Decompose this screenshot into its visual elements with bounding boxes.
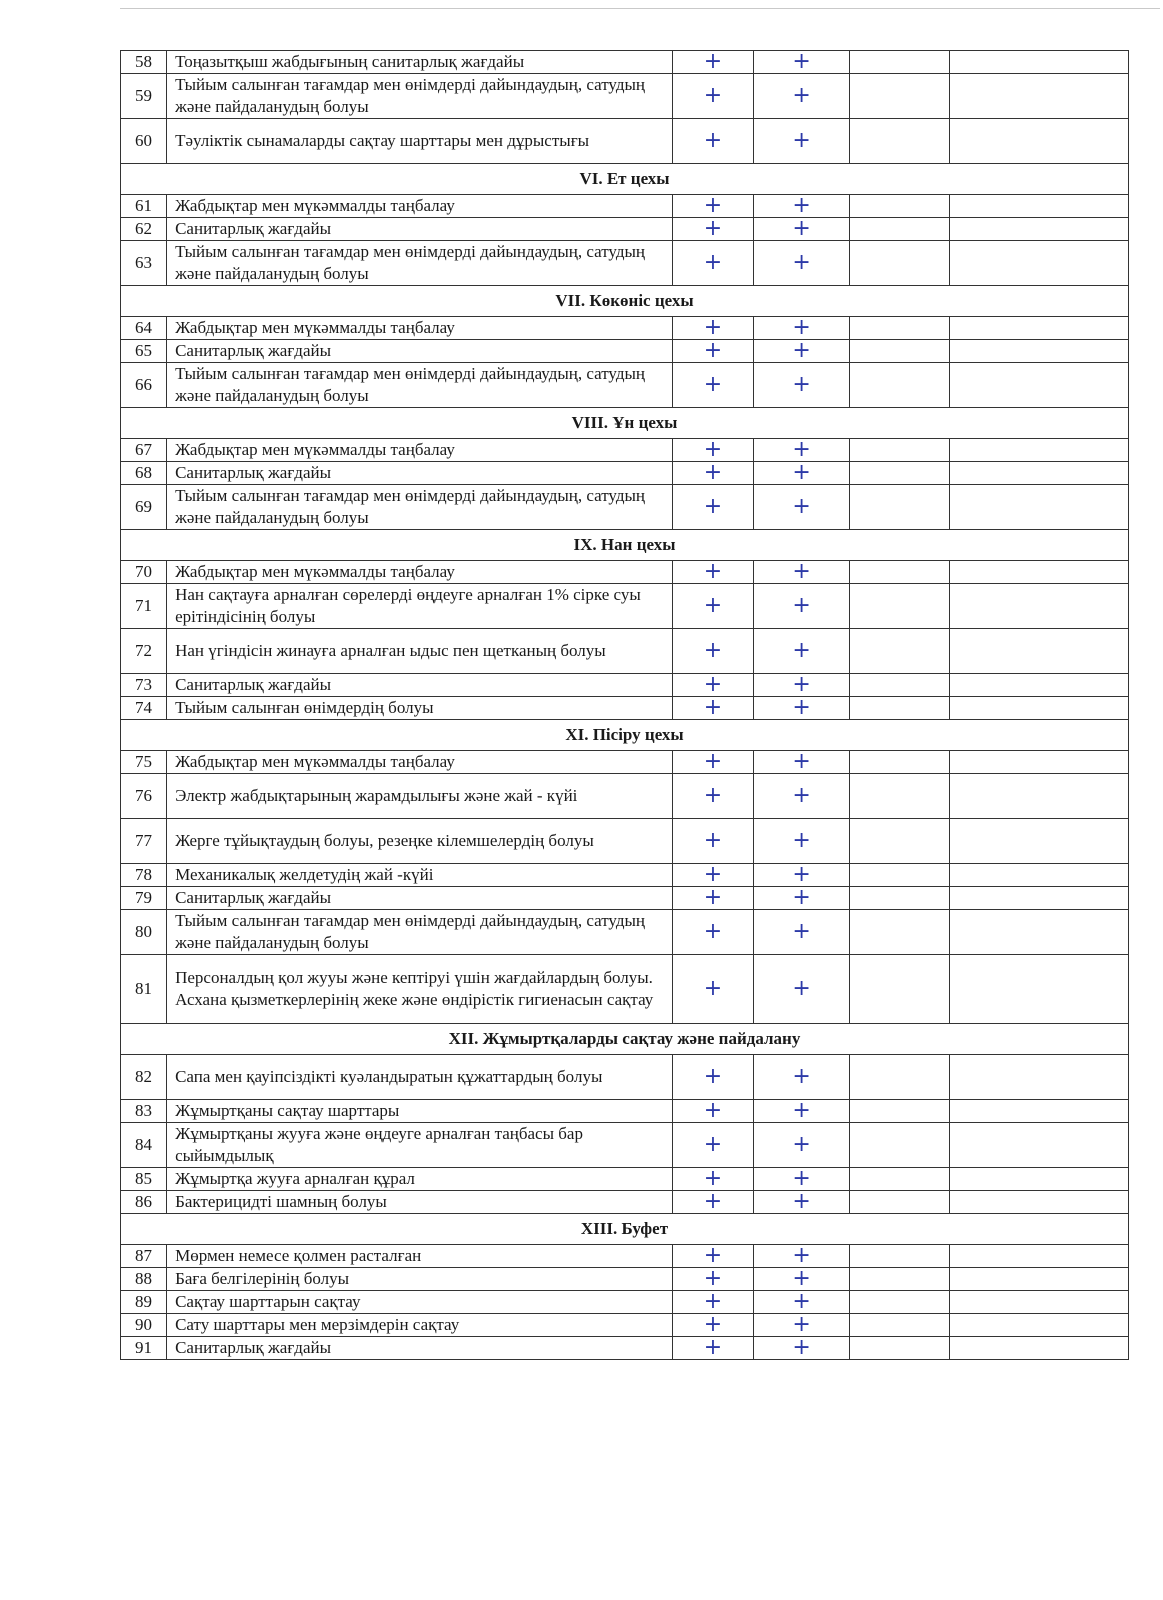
table-row (121, 561, 1129, 584)
requirement-text: Сақтау шарттарын сақтау (167, 1291, 673, 1314)
row-number: 61 (121, 195, 167, 218)
check-mark-2: + (753, 51, 849, 74)
requirement-text: Санитарлық жағдайы (167, 462, 673, 485)
empty-cell-3 (850, 674, 950, 697)
requirement-text: Санитарлық жағдайы (167, 218, 673, 241)
table-row (121, 74, 1129, 119)
empty-cell-4 (949, 1337, 1128, 1360)
section-header-row (121, 720, 1129, 751)
row-number: 75 (121, 751, 167, 774)
check-mark-2: + (753, 195, 849, 218)
check-mark-1: + (673, 119, 754, 164)
check-mark-1: + (673, 340, 754, 363)
empty-cell-3 (850, 697, 950, 720)
check-mark-1: + (673, 462, 754, 485)
check-mark-2: + (753, 1168, 849, 1191)
check-mark-1: + (673, 910, 754, 955)
row-number: 77 (121, 819, 167, 864)
empty-cell-4 (949, 363, 1128, 408)
empty-cell-3 (850, 74, 950, 119)
check-mark-1: + (673, 74, 754, 119)
section-title: XIII. Буфет (121, 1214, 1129, 1245)
row-number: 62 (121, 218, 167, 241)
section-title: XI. Пісіру цехы (121, 720, 1129, 751)
check-mark-1: + (673, 1191, 754, 1214)
check-mark-1: + (673, 195, 754, 218)
empty-cell-4 (949, 1291, 1128, 1314)
row-number: 64 (121, 317, 167, 340)
checklist-table (120, 50, 1129, 1360)
table-row (121, 864, 1129, 887)
empty-cell-4 (949, 674, 1128, 697)
scan-edge-line (120, 8, 1160, 9)
row-number: 66 (121, 363, 167, 408)
check-mark-2: + (753, 955, 849, 1024)
check-mark-2: + (753, 462, 849, 485)
table-row (121, 119, 1129, 164)
table-row (121, 1123, 1129, 1168)
section-title: VIII. Ұн цехы (121, 408, 1129, 439)
check-mark-1: + (673, 955, 754, 1024)
empty-cell-4 (949, 340, 1128, 363)
empty-cell-3 (850, 439, 950, 462)
empty-cell-4 (949, 1268, 1128, 1291)
check-mark-2: + (753, 1291, 849, 1314)
check-mark-2: + (753, 1100, 849, 1123)
empty-cell-4 (949, 1245, 1128, 1268)
empty-cell-3 (850, 51, 950, 74)
requirement-text: Жұмыртқаны жууға және өңдеуге арналған таңбасы бар сыйымдылық (167, 1123, 673, 1168)
row-number: 87 (121, 1245, 167, 1268)
table-row (121, 629, 1129, 674)
check-mark-1: + (673, 887, 754, 910)
check-mark-1: + (673, 1245, 754, 1268)
empty-cell-4 (949, 561, 1128, 584)
empty-cell-3 (850, 317, 950, 340)
empty-cell-4 (949, 697, 1128, 720)
check-mark-2: + (753, 561, 849, 584)
row-number: 74 (121, 697, 167, 720)
requirement-text: Тоңазытқыш жабдығының санитарлық жағдайы (167, 51, 673, 74)
check-mark-2: + (753, 864, 849, 887)
check-mark-2: + (753, 1191, 849, 1214)
table-row (121, 774, 1129, 819)
requirement-text: Сату шарттары мен мерзімдерін сақтау (167, 1314, 673, 1337)
row-number: 82 (121, 1055, 167, 1100)
table-row (121, 1245, 1129, 1268)
empty-cell-4 (949, 119, 1128, 164)
requirement-text: Жұмыртқа жууға арналған құрал (167, 1168, 673, 1191)
section-header-row (121, 530, 1129, 561)
empty-cell-3 (850, 340, 950, 363)
check-mark-1: + (673, 697, 754, 720)
section-header-row (121, 286, 1129, 317)
row-number: 89 (121, 1291, 167, 1314)
row-number: 73 (121, 674, 167, 697)
check-mark-1: + (673, 1168, 754, 1191)
requirement-text: Тыйым салынған тағамдар мен өнімдерді дайындаудың, сатудың және пайдаланудың болуы (167, 241, 673, 286)
empty-cell-4 (949, 1100, 1128, 1123)
empty-cell-4 (949, 1168, 1128, 1191)
empty-cell-4 (949, 218, 1128, 241)
table-row (121, 697, 1129, 720)
empty-cell-4 (949, 462, 1128, 485)
empty-cell-4 (949, 819, 1128, 864)
empty-cell-3 (850, 819, 950, 864)
check-mark-2: + (753, 629, 849, 674)
table-row (121, 1291, 1129, 1314)
table-row (121, 340, 1129, 363)
empty-cell-3 (850, 1168, 950, 1191)
empty-cell-4 (949, 74, 1128, 119)
empty-cell-3 (850, 1245, 950, 1268)
row-number: 69 (121, 485, 167, 530)
requirement-text: Бактерицидті шамның болуы (167, 1191, 673, 1214)
empty-cell-3 (850, 629, 950, 674)
empty-cell-4 (949, 439, 1128, 462)
row-number: 81 (121, 955, 167, 1024)
empty-cell-3 (850, 584, 950, 629)
check-mark-2: + (753, 1337, 849, 1360)
check-mark-2: + (753, 241, 849, 286)
check-mark-1: + (673, 218, 754, 241)
section-header-row (121, 1214, 1129, 1245)
empty-cell-3 (850, 1337, 950, 1360)
checklist-body (121, 51, 1129, 1360)
requirement-text: Жабдықтар мен мүкәммалды таңбалау (167, 561, 673, 584)
check-mark-1: + (673, 674, 754, 697)
check-mark-1: + (673, 485, 754, 530)
empty-cell-3 (850, 1268, 950, 1291)
empty-cell-3 (850, 1314, 950, 1337)
check-mark-1: + (673, 363, 754, 408)
table-row (121, 218, 1129, 241)
table-row (121, 1168, 1129, 1191)
table-row (121, 439, 1129, 462)
row-number: 65 (121, 340, 167, 363)
section-header-row (121, 408, 1129, 439)
check-mark-1: + (673, 1268, 754, 1291)
requirement-text: Сапа мен қауіпсіздікті куәландыратын құжаттардың болуы (167, 1055, 673, 1100)
check-mark-1: + (673, 51, 754, 74)
empty-cell-4 (949, 864, 1128, 887)
check-mark-1: + (673, 241, 754, 286)
table-row (121, 195, 1129, 218)
check-mark-1: + (673, 439, 754, 462)
row-number: 83 (121, 1100, 167, 1123)
empty-cell-3 (850, 910, 950, 955)
check-mark-1: + (673, 864, 754, 887)
row-number: 84 (121, 1123, 167, 1168)
check-mark-2: + (753, 340, 849, 363)
check-mark-2: + (753, 819, 849, 864)
empty-cell-4 (949, 195, 1128, 218)
empty-cell-3 (850, 751, 950, 774)
requirement-text: Жабдықтар мен мүкәммалды таңбалау (167, 439, 673, 462)
empty-cell-3 (850, 1191, 950, 1214)
row-number: 76 (121, 774, 167, 819)
table-row (121, 674, 1129, 697)
empty-cell-4 (949, 887, 1128, 910)
section-header-row (121, 164, 1129, 195)
section-title: VII. Көкөніс цехы (121, 286, 1129, 317)
requirement-text: Жабдықтар мен мүкәммалды таңбалау (167, 317, 673, 340)
empty-cell-4 (949, 317, 1128, 340)
check-mark-2: + (753, 1055, 849, 1100)
check-mark-2: + (753, 1123, 849, 1168)
table-row (121, 363, 1129, 408)
table-row (121, 485, 1129, 530)
check-mark-2: + (753, 485, 849, 530)
empty-cell-3 (850, 119, 950, 164)
requirement-text: Тыйым салынған тағамдар мен өнімдерді дайындаудың, сатудың және пайдаланудың болуы (167, 74, 673, 119)
check-mark-1: + (673, 1055, 754, 1100)
check-mark-2: + (753, 584, 849, 629)
empty-cell-4 (949, 751, 1128, 774)
row-number: 59 (121, 74, 167, 119)
table-row (121, 887, 1129, 910)
table-row (121, 955, 1129, 1024)
empty-cell-4 (949, 910, 1128, 955)
check-mark-1: + (673, 1314, 754, 1337)
check-mark-2: + (753, 887, 849, 910)
check-mark-1: + (673, 584, 754, 629)
requirement-text: Жабдықтар мен мүкәммалды таңбалау (167, 195, 673, 218)
empty-cell-4 (949, 1191, 1128, 1214)
check-mark-1: + (673, 774, 754, 819)
table-row (121, 751, 1129, 774)
check-mark-1: + (673, 1123, 754, 1168)
row-number: 91 (121, 1337, 167, 1360)
row-number: 85 (121, 1168, 167, 1191)
check-mark-2: + (753, 1268, 849, 1291)
empty-cell-4 (949, 51, 1128, 74)
check-mark-2: + (753, 439, 849, 462)
requirement-text: Мөрмен немесе қолмен расталған (167, 1245, 673, 1268)
requirement-text: Тыйым салынған өнімдердің болуы (167, 697, 673, 720)
requirement-text: Жабдықтар мен мүкәммалды таңбалау (167, 751, 673, 774)
row-number: 63 (121, 241, 167, 286)
row-number: 86 (121, 1191, 167, 1214)
table-row (121, 819, 1129, 864)
empty-cell-4 (949, 1314, 1128, 1337)
check-mark-2: + (753, 674, 849, 697)
check-mark-1: + (673, 629, 754, 674)
section-title: IX. Нан цехы (121, 530, 1129, 561)
empty-cell-3 (850, 462, 950, 485)
check-mark-2: + (753, 910, 849, 955)
requirement-text: Нан сақтауға арналған сөрелерді өңдеуге арналған 1% сірке суы ерітіндісінің болуы (167, 584, 673, 629)
section-header-row (121, 1024, 1129, 1055)
table-row (121, 51, 1129, 74)
check-mark-2: + (753, 774, 849, 819)
empty-cell-4 (949, 241, 1128, 286)
empty-cell-3 (850, 1055, 950, 1100)
empty-cell-3 (850, 561, 950, 584)
requirement-text: Санитарлық жағдайы (167, 674, 673, 697)
section-title: VI. Ет цехы (121, 164, 1129, 195)
check-mark-1: + (673, 1100, 754, 1123)
empty-cell-3 (850, 363, 950, 408)
empty-cell-3 (850, 241, 950, 286)
table-row (121, 1191, 1129, 1214)
table-row (121, 1055, 1129, 1100)
requirement-text: Механикалық желдетудің жай -күйі (167, 864, 673, 887)
requirement-text: Тыйым салынған тағамдар мен өнімдерді дайындаудың, сатудың және пайдаланудың болуы (167, 910, 673, 955)
check-mark-1: + (673, 751, 754, 774)
empty-cell-3 (850, 485, 950, 530)
row-number: 67 (121, 439, 167, 462)
requirement-text: Санитарлық жағдайы (167, 340, 673, 363)
requirement-text: Тыйым салынған тағамдар мен өнімдерді дайындаудың, сатудың және пайдаланудың болуы (167, 485, 673, 530)
table-row (121, 1337, 1129, 1360)
section-title: XII. Жұмыртқаларды сақтау және пайдалану (121, 1024, 1129, 1055)
requirement-text: Электр жабдықтарының жарамдылығы және жай - күйі (167, 774, 673, 819)
row-number: 68 (121, 462, 167, 485)
table-row (121, 241, 1129, 286)
empty-cell-4 (949, 629, 1128, 674)
check-mark-1: + (673, 561, 754, 584)
empty-cell-3 (850, 774, 950, 819)
row-number: 78 (121, 864, 167, 887)
empty-cell-3 (850, 887, 950, 910)
check-mark-2: + (753, 697, 849, 720)
empty-cell-3 (850, 1123, 950, 1168)
table-row (121, 1314, 1129, 1337)
requirement-text: Санитарлық жағдайы (167, 1337, 673, 1360)
check-mark-2: + (753, 74, 849, 119)
check-mark-2: + (753, 119, 849, 164)
requirement-text: Жерге тұйықтаудың болуы, резеңке кілемшелердің болуы (167, 819, 673, 864)
row-number: 79 (121, 887, 167, 910)
requirement-text: Нан үгіндісін жинауға арналған ыдыс пен щетканың болуы (167, 629, 673, 674)
requirement-text: Тыйым салынған тағамдар мен өнімдерді дайындаудың, сатудың және пайдаланудың болуы (167, 363, 673, 408)
row-number: 72 (121, 629, 167, 674)
table-row (121, 910, 1129, 955)
requirement-text: Санитарлық жағдайы (167, 887, 673, 910)
check-mark-1: + (673, 1337, 754, 1360)
table-row (121, 462, 1129, 485)
check-mark-2: + (753, 1245, 849, 1268)
empty-cell-4 (949, 1123, 1128, 1168)
check-mark-1: + (673, 1291, 754, 1314)
empty-cell-4 (949, 1055, 1128, 1100)
empty-cell-3 (850, 1100, 950, 1123)
empty-cell-4 (949, 955, 1128, 1024)
empty-cell-3 (850, 1291, 950, 1314)
row-number: 80 (121, 910, 167, 955)
row-number: 90 (121, 1314, 167, 1337)
table-row (121, 1268, 1129, 1291)
check-mark-1: + (673, 819, 754, 864)
requirement-text: Баға белгілерінің болуы (167, 1268, 673, 1291)
row-number: 58 (121, 51, 167, 74)
requirement-text: Персоналдың қол жууы және кептіруі үшін жағдайлардың болуы. Асхана қызметкерлерінің жеке және өндірістік гигиенасын сақтау (167, 955, 673, 1024)
empty-cell-3 (850, 955, 950, 1024)
check-mark-2: + (753, 751, 849, 774)
empty-cell-4 (949, 774, 1128, 819)
requirement-text: Тәуліктік сынамаларды сақтау шарттары мен дұрыстығы (167, 119, 673, 164)
row-number: 71 (121, 584, 167, 629)
row-number: 88 (121, 1268, 167, 1291)
empty-cell-3 (850, 218, 950, 241)
check-mark-2: + (753, 1314, 849, 1337)
check-mark-2: + (753, 317, 849, 340)
empty-cell-4 (949, 485, 1128, 530)
empty-cell-3 (850, 864, 950, 887)
row-number: 70 (121, 561, 167, 584)
empty-cell-4 (949, 584, 1128, 629)
table-row (121, 317, 1129, 340)
table-row (121, 584, 1129, 629)
row-number: 60 (121, 119, 167, 164)
requirement-text: Жұмыртқаны сақтау шарттары (167, 1100, 673, 1123)
check-mark-1: + (673, 317, 754, 340)
empty-cell-3 (850, 195, 950, 218)
check-mark-2: + (753, 218, 849, 241)
table-row (121, 1100, 1129, 1123)
check-mark-2: + (753, 363, 849, 408)
